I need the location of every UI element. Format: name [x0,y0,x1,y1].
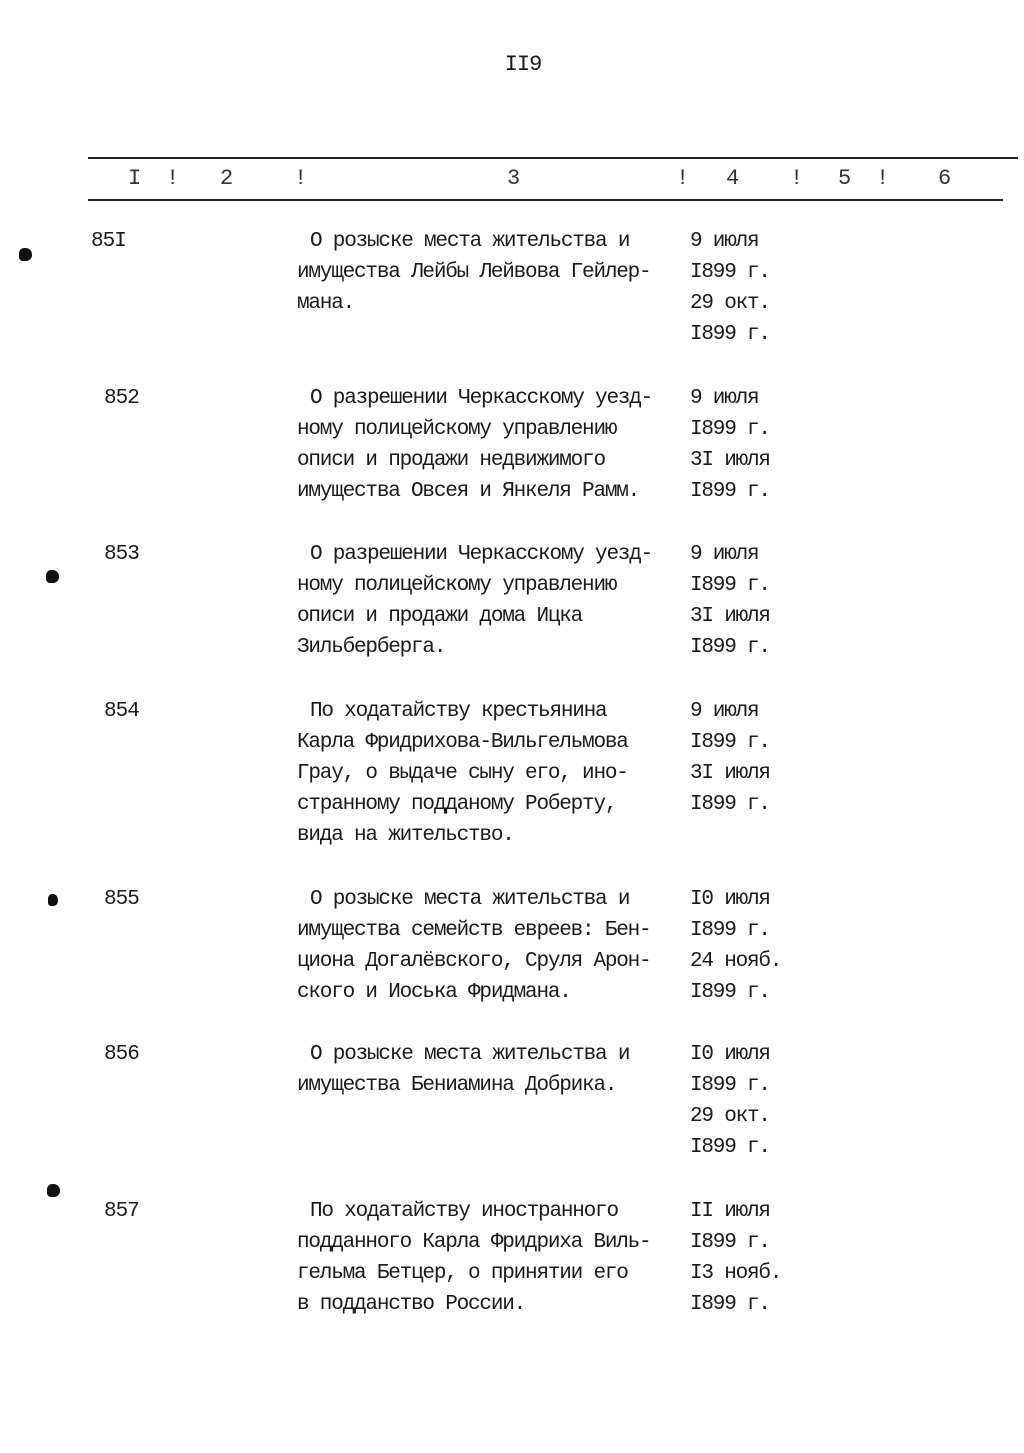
entry-date: I899 г. [690,636,770,659]
page-number: II9 [504,52,542,77]
entry-date: 9 июля [690,387,759,410]
entry-date: 29 окт. [690,1105,770,1128]
entry-text-line: О розыске места жительства и [310,230,630,253]
entry-text-line: О разрешении Черкасскому уезд- [310,387,653,410]
col-header-2: 2 [220,166,234,191]
entry-date: 9 июля [690,543,759,566]
entry-text-line: странному подданому Роберту, [297,793,617,816]
entry-text-line: в подданство России. [297,1293,526,1316]
entry-date: 3I июля [690,449,770,472]
col-header-6: 6 [938,166,952,191]
entry-text-line: имущества Овсея и Янкеля Рамм. [297,480,640,503]
entry-text-line: мана. [297,292,355,315]
col-header-4: 4 [726,166,740,191]
entry-date: 9 июля [690,230,759,253]
entry-date: I899 г. [690,323,770,346]
entry-text-line: вида на жительство. [297,824,514,847]
entry-text-line: циона Догалёвского, Сруля Арон- [297,950,651,973]
entry-text-line: описи и продажи недвижимого [297,449,605,472]
table-top-rule [88,157,1018,159]
col-header-sep: ! [294,166,308,191]
entry-text-line: Грау, о выдаче сыну его, ино- [297,762,628,785]
col-header-sep: ! [790,166,804,191]
entry-date: I899 г. [690,574,770,597]
entry-date: I899 г. [690,1136,770,1159]
entry-date: 3I июля [690,605,770,628]
col-header-sep: ! [676,166,690,191]
entry-text-line: ному полицейскому управлению [297,574,617,597]
entry-text-line: гельма Бетцер, о принятии его [297,1262,628,1285]
entry-text-line: Зильберберга. [297,636,446,659]
entry-date: I899 г. [690,1074,770,1097]
col-header-sep: ! [166,166,180,191]
entry-date: 24 нояб. [690,950,782,973]
entry-date: 29 окт. [690,292,770,315]
entry-date: I899 г. [690,981,770,1004]
punch-hole-icon [47,1184,60,1197]
entry-number: 852 [104,387,139,410]
entry-date: I899 г. [690,919,770,942]
entry-text-line: По ходатайству крестьянина [310,700,607,723]
entry-text-line: О разрешении Черкасскому уезд- [310,543,653,566]
entry-text-line: ному полицейскому управлению [297,418,617,441]
entry-number: 855 [104,888,139,911]
entry-date: I899 г. [690,1231,770,1254]
entry-number: 854 [104,700,139,723]
entry-text-line: ского и Иоська Фридмана. [297,981,571,1004]
entry-date: I899 г. [690,418,770,441]
entry-text-line: О розыске места жительства и [310,888,630,911]
entry-text-line: имущества Лейбы Лейвова Гейлер- [297,261,651,284]
entry-text-line: По ходатайству иностранного [310,1200,618,1223]
punch-hole-icon [48,894,58,906]
entry-number: 857 [104,1200,139,1223]
entry-date: I899 г. [690,480,770,503]
punch-hole-icon [19,248,32,261]
entry-number: 856 [104,1043,139,1066]
col-header-3: 3 [507,166,521,191]
col-header-1: I [128,166,142,191]
punch-hole-icon [46,570,59,583]
entry-date: I0 июля [690,1043,770,1066]
entry-text-line: подданного Карла Фридриха Виль- [297,1231,651,1254]
entry-text-line: Карла Фридрихова-Вильгельмова [297,731,628,754]
table-bottom-rule [88,199,1003,201]
entry-number: 85I [91,230,126,253]
entry-text-line: имущества Бениамина Добрика. [297,1074,617,1097]
entry-number: 853 [104,543,139,566]
entry-date: I3 нояб. [690,1262,782,1285]
entry-date: I899 г. [690,731,770,754]
entry-text-line: О розыске места жительства и [310,1043,630,1066]
entry-date: II июля [690,1200,770,1223]
entry-date: I899 г. [690,261,770,284]
entry-date: 9 июля [690,700,759,723]
entry-text-line: имущества семейств евреев: Бен- [297,919,651,942]
col-header-sep: ! [876,166,890,191]
col-header-5: 5 [838,166,852,191]
entry-date: 3I июля [690,762,770,785]
entry-date: I899 г. [690,793,770,816]
entry-date: I0 июля [690,888,770,911]
entry-date: I899 г. [690,1293,770,1316]
entry-text-line: описи и продажи дома Ицка [297,605,583,628]
